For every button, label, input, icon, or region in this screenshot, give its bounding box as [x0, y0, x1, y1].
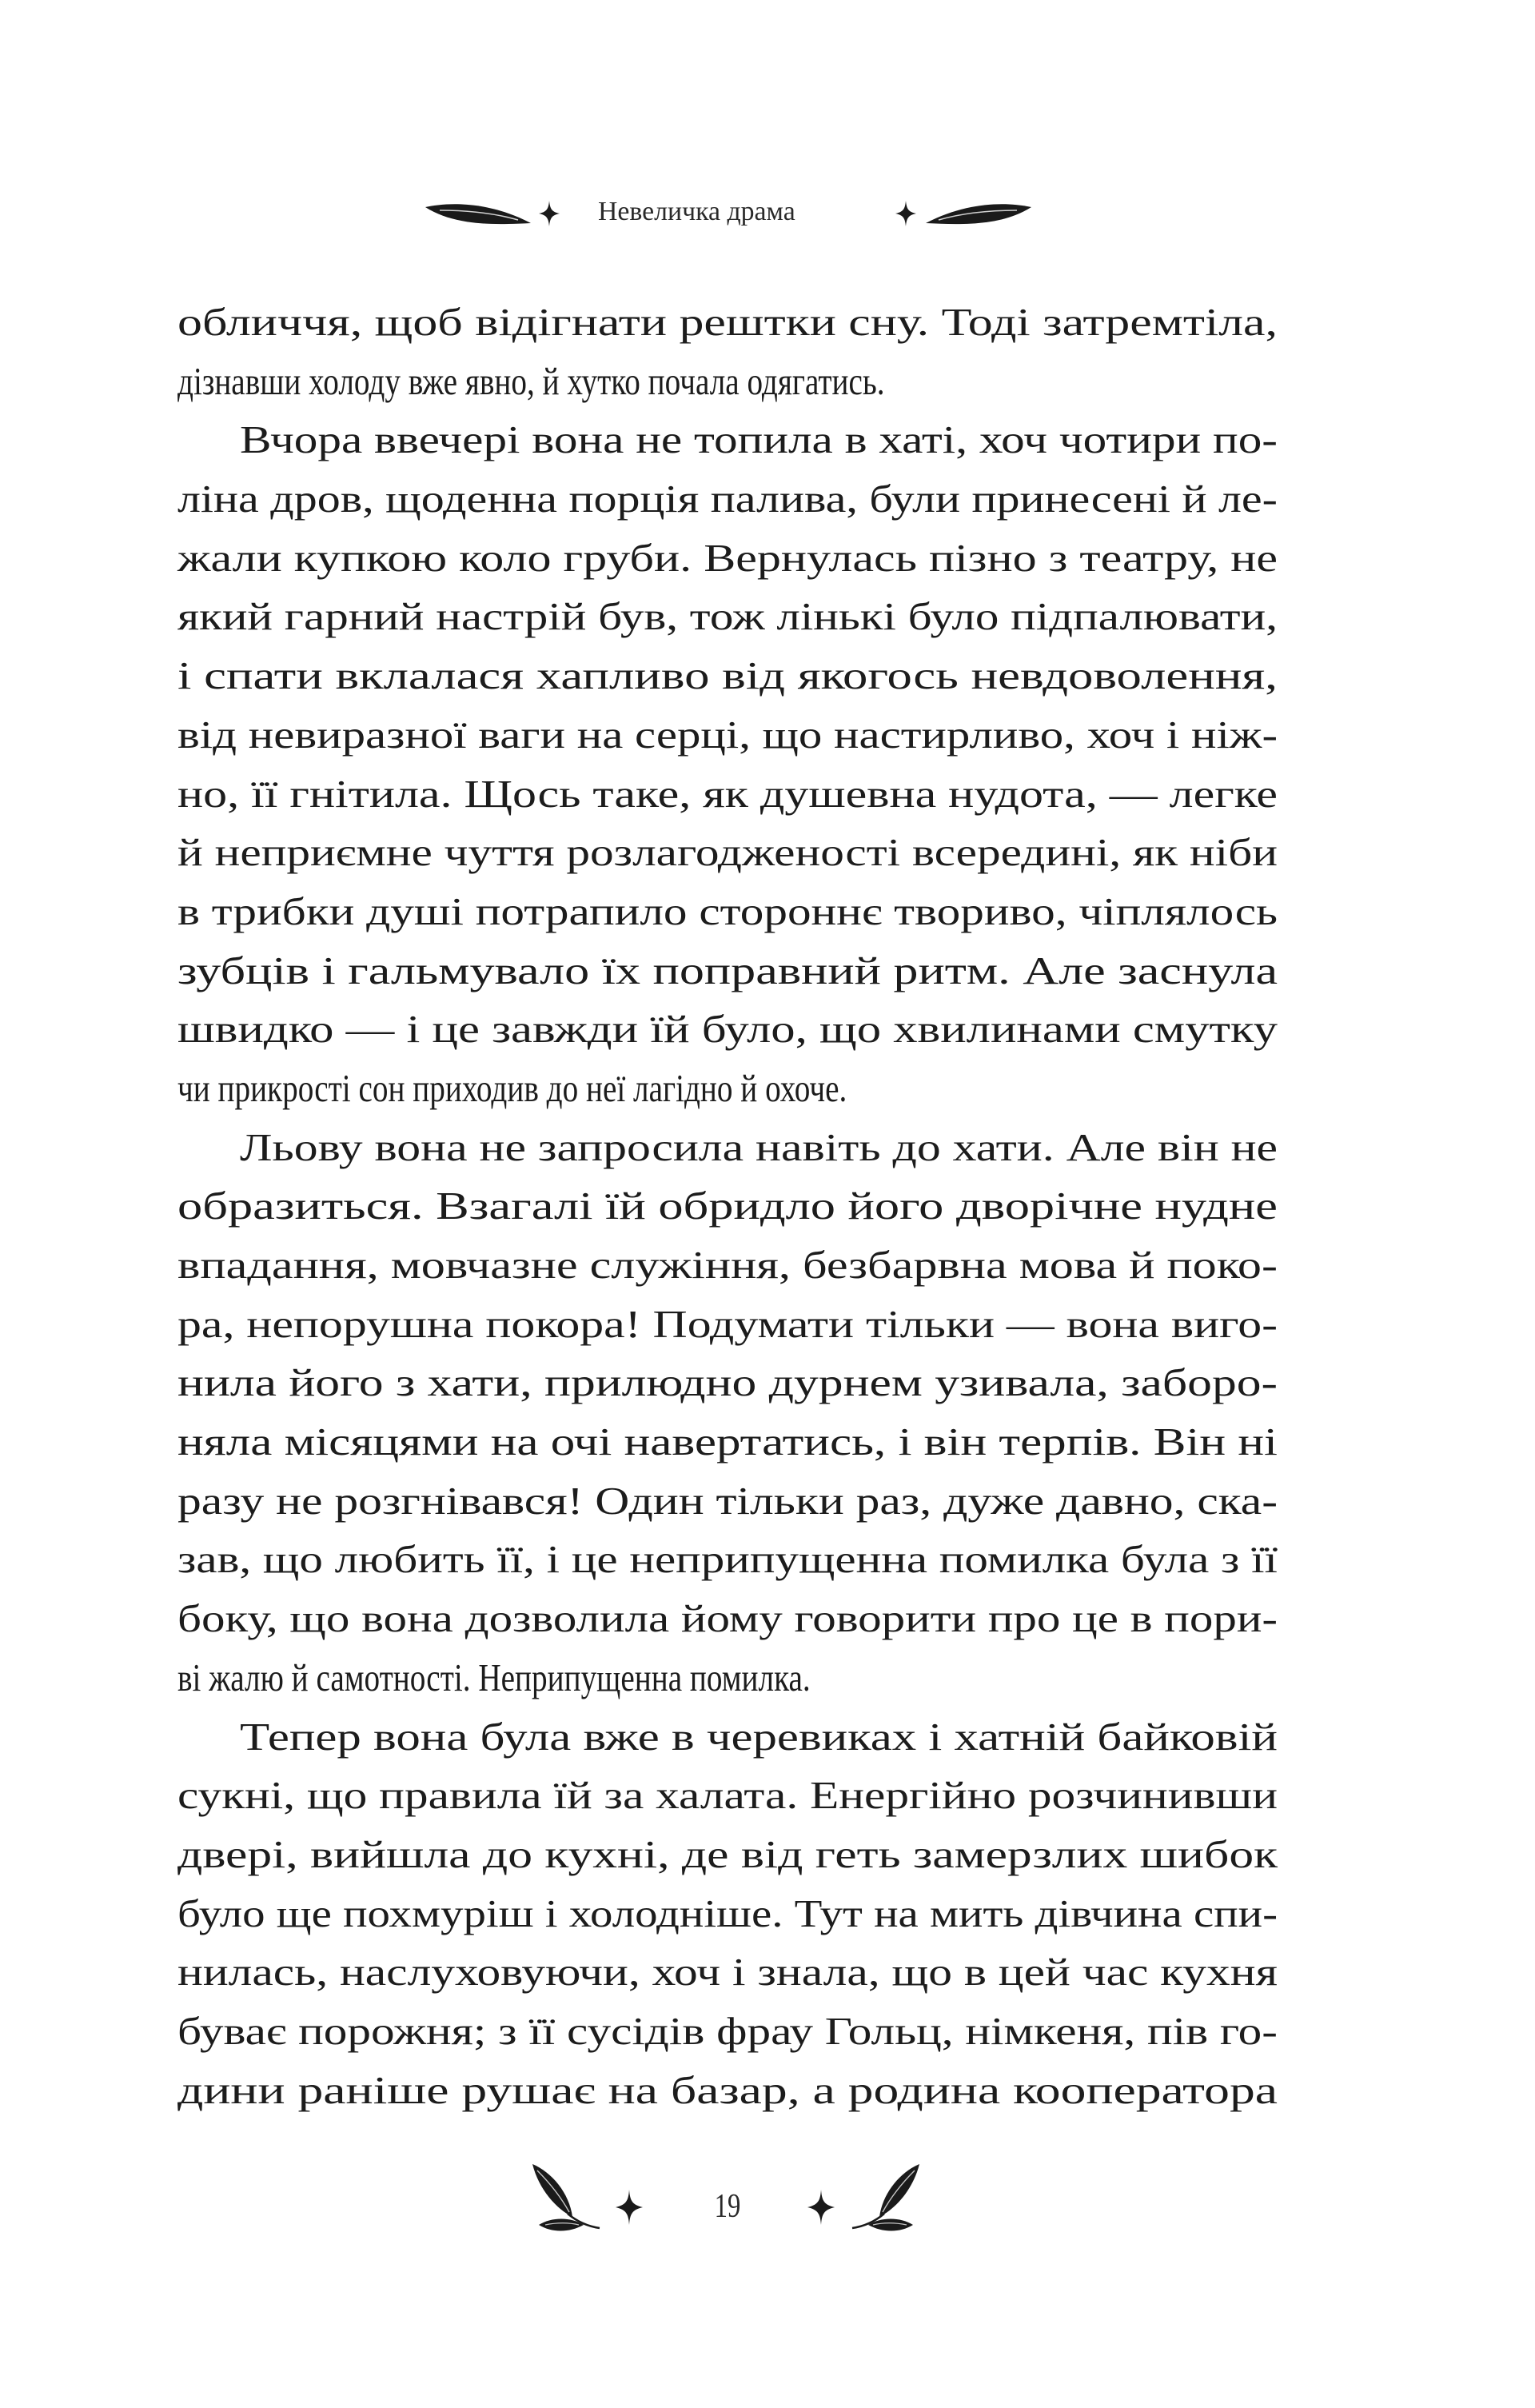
text-line-content: зав, що любить її, і це неприпущенна помилка була з її — [177, 1537, 1278, 1582]
star-separator-icon — [895, 201, 916, 226]
running-header — [0, 189, 1535, 237]
text-line-content: нилась, наслуховуючи, хоч і знала, що в цей час кухня — [177, 1950, 1278, 1995]
text-line — [177, 2061, 1278, 2120]
text-line-content: дізнавши холоду вже явно, й хутко почала одягатись. — [177, 358, 885, 403]
text-line-content: було ще похмуріш і холодніше. Тут на мить дівчина спи- — [177, 1891, 1278, 1935]
page-footer — [0, 2159, 1535, 2239]
text-line — [177, 1000, 1278, 1059]
text-line-content: буває порожня; з її сусідів фрау Гольц, німкеня, пів го- — [177, 2008, 1278, 2053]
text-line — [177, 1943, 1278, 2002]
text-line — [177, 1059, 1278, 1118]
text-line — [177, 1589, 1278, 1648]
text-line-content: образиться. Взагалі їй обридло його дворічне нудне — [177, 1184, 1278, 1228]
text-line-content: й неприємне чуття розлагодженості всередині, як ніби — [177, 830, 1278, 875]
text-line — [177, 941, 1278, 1000]
text-line-content: обличчя, щоб відігнати рештки сну. Тоді затремтіла, — [177, 300, 1278, 344]
text-line-content: чи прикрості сон приходив до неї лагідно й охоче. — [177, 1065, 847, 1110]
page-number: 19 — [714, 2188, 741, 2225]
text-line-content: Льову вона не запросила навіть до хати. Але він не — [240, 1124, 1278, 1169]
text-line — [177, 1825, 1278, 1884]
text-line-content: ві жалю й самотності. Неприпущенна помилка. — [177, 1655, 811, 1699]
text-line — [177, 823, 1278, 882]
text-line — [177, 765, 1278, 824]
leaf-ornament-icon — [424, 201, 532, 226]
text-line-content: ліна дров, щоденна порція палива, були принесені й ле- — [177, 477, 1278, 521]
text-line-content: разу не розгнівався! Один тільки раз, дуже давно, ска- — [177, 1478, 1278, 1523]
text-line — [177, 1295, 1278, 1354]
text-line-content: в трибки душі потрапило стороннє твориво, чіплялось — [177, 889, 1278, 933]
star-separator-icon — [807, 2190, 835, 2225]
text-line-content: від невиразної ваги на серці, що настирливо, хоч і ніж- — [177, 712, 1278, 757]
text-line-content: но, її гнітила. Щось таке, як душевна нудота, — легке — [177, 771, 1278, 816]
text-line — [177, 293, 1278, 352]
text-line-content: Тепер вона була вже в черевиках і хатній байковій — [240, 1714, 1278, 1759]
text-line-content: впадання, мовчазне служіння, безбарвна мова й поко- — [177, 1243, 1278, 1287]
paragraph-first-line — [177, 1118, 1278, 1177]
text-line — [177, 587, 1278, 646]
text-line-content: жали купкою коло груби. Вернулась пізно з театру, не — [177, 535, 1278, 580]
text-line — [177, 646, 1278, 705]
text-line — [177, 352, 1278, 411]
running-title: Невеличка драма — [598, 197, 795, 226]
text-line-content: дини раніше рушає на базар, а родина кооператора — [177, 2067, 1278, 2112]
text-line — [177, 1884, 1278, 1943]
paragraph-first-line — [177, 1707, 1278, 1767]
star-separator-icon — [539, 201, 560, 226]
sprig-ornament-icon — [851, 2161, 924, 2234]
body-text — [177, 293, 1278, 2119]
text-line-content: Вчора ввечері вона не топила в хаті, хоч чотири по- — [240, 417, 1278, 462]
text-line — [177, 1353, 1278, 1412]
text-line-content: ра, непорушна покора! Подумати тільки — вона виго- — [177, 1301, 1278, 1346]
text-line — [177, 1472, 1278, 1531]
text-line-content: боку, що вона дозволила йому говорити про це в пори- — [177, 1596, 1278, 1641]
text-line-content: зубців і гальмувало їх поправний ритм. Але заснула — [177, 948, 1278, 992]
text-line-content: няла місяцями на очі навертатись, і він терпів. Він ні — [177, 1420, 1278, 1464]
paragraph-first-line — [177, 410, 1278, 469]
text-line-content: який гарний настрій був, тож лінькі було підпалювати, — [177, 594, 1278, 639]
text-line-content: двері, вийшла до кухні, де від геть замерзлих шибок — [177, 1831, 1278, 1876]
text-line — [177, 469, 1278, 529]
text-line — [177, 1412, 1278, 1472]
text-line — [177, 882, 1278, 941]
text-line — [177, 1236, 1278, 1295]
star-separator-icon — [616, 2190, 643, 2225]
text-line — [177, 529, 1278, 588]
leaf-ornament-icon — [924, 201, 1033, 226]
text-line — [177, 1176, 1278, 1236]
text-line-content: швидко — і це завжди їй було, що хвилинами смутку — [177, 1007, 1278, 1052]
text-line — [177, 1530, 1278, 1589]
text-line — [177, 1648, 1278, 1707]
text-line-content: і спати вклалася хапливо від якогось невдоволення, — [177, 653, 1278, 698]
sprig-ornament-icon — [528, 2161, 601, 2234]
text-line-content: нила його з хати, прилюдно дурнем узивала, заборо- — [177, 1360, 1278, 1405]
text-line — [177, 705, 1278, 765]
text-line-content: сукні, що правила їй за халата. Енергійно розчинивши — [177, 1773, 1278, 1818]
text-line — [177, 2002, 1278, 2061]
text-line — [177, 1766, 1278, 1825]
